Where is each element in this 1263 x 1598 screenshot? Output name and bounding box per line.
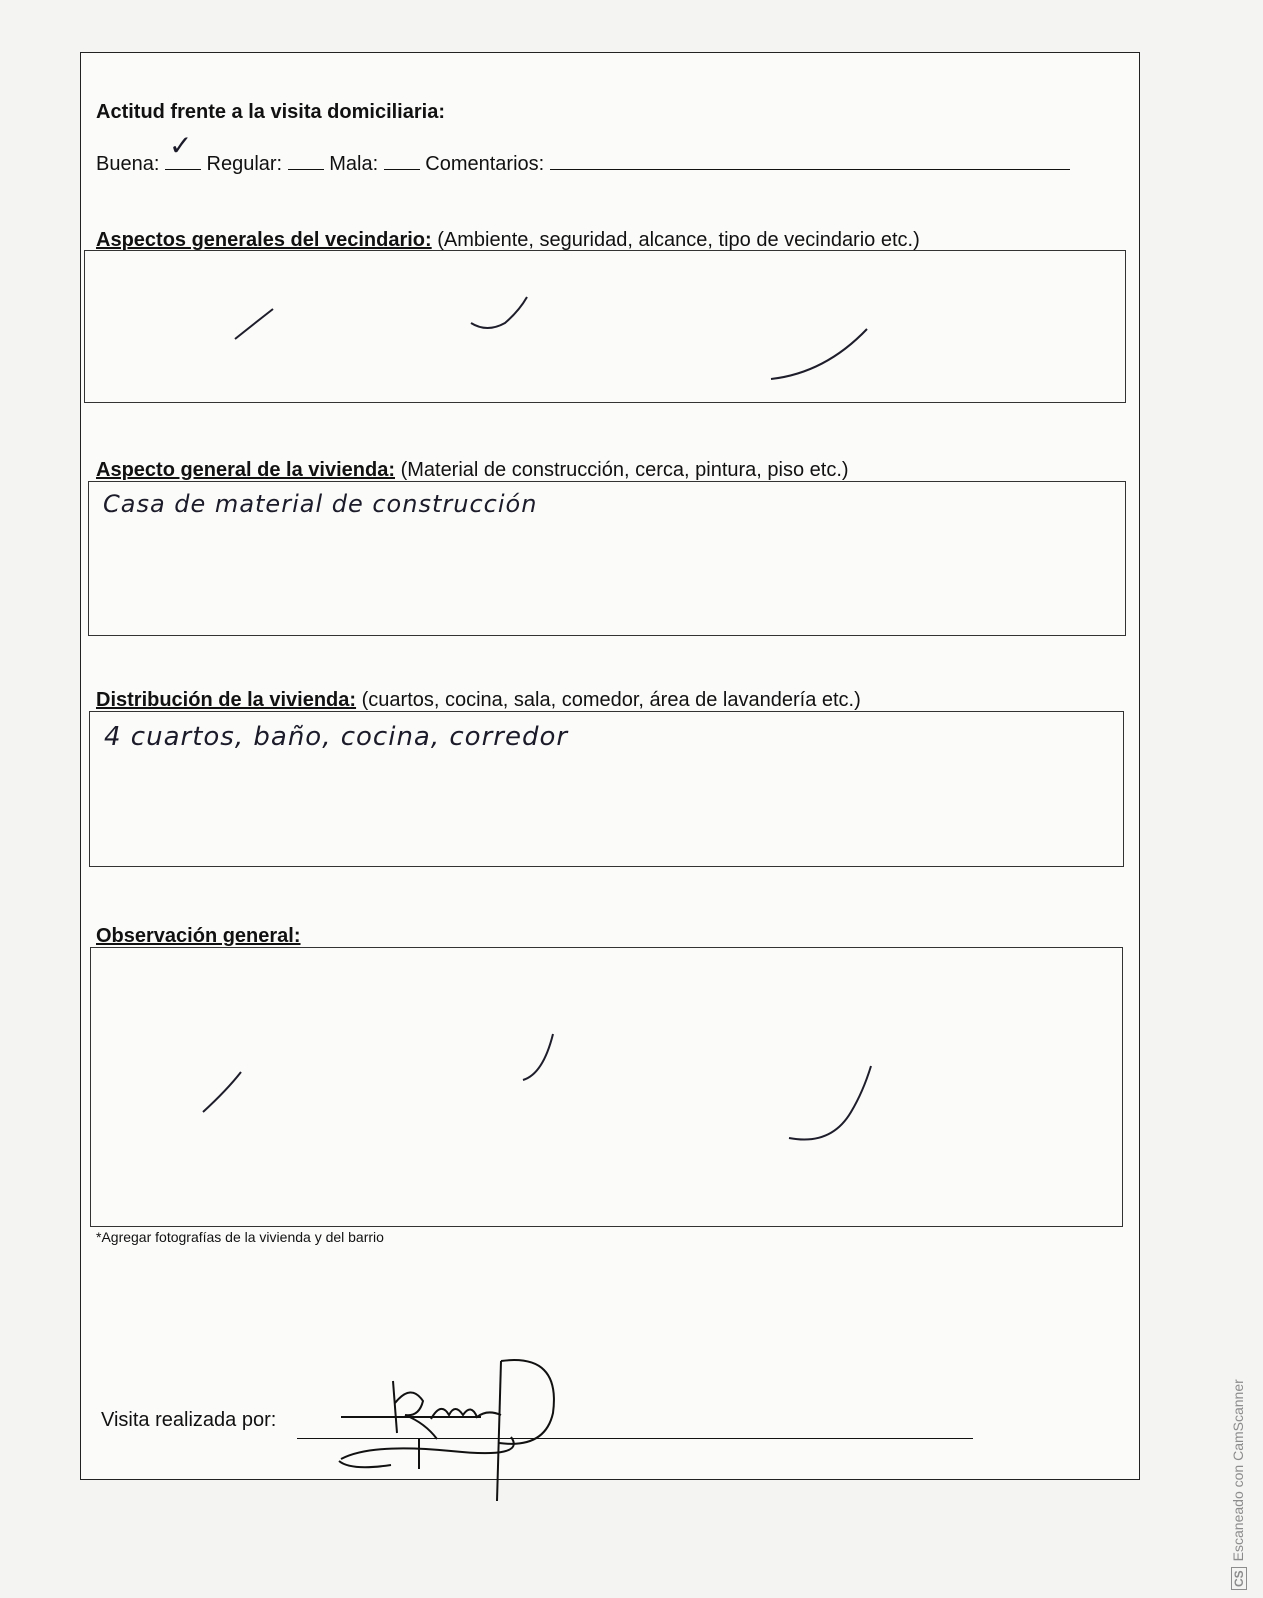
- camscanner-text: Escaneado con CamScanner: [1230, 1379, 1246, 1562]
- observation-title: Observación general:: [96, 925, 301, 947]
- housing-hint: (Material de construcción, cerca, pintura, piso etc.): [400, 459, 849, 481]
- observation-box[interactable]: [90, 947, 1123, 1227]
- distribution-box[interactable]: [89, 711, 1124, 867]
- footnote: *Agregar fotografías de la vivienda y del barrio: [96, 1229, 384, 1245]
- housing-heading: [96, 459, 849, 482]
- distribution-title: Distribución de la vivienda:: [96, 689, 357, 711]
- neighborhood-heading: [96, 229, 920, 252]
- regular-label: Regular:: [206, 153, 283, 175]
- distribution-answer: 4 cuartos, baño, cocina, corredor: [104, 722, 569, 752]
- attitude-row: [96, 129, 1070, 176]
- signature-label: Visita realizada por:: [101, 1409, 277, 1431]
- camscanner-watermark: [1230, 1379, 1247, 1590]
- neighborhood-hint: (Ambiente, seguridad, alcance, tipo de vecindario etc.): [437, 229, 920, 251]
- neighborhood-title: Aspectos generales del vecindario:: [96, 229, 432, 251]
- housing-answer: Casa de material de construcción: [103, 490, 538, 518]
- buena-blank[interactable]: [165, 129, 201, 170]
- signature-drawing: [331, 1353, 591, 1513]
- camscanner-icon: CS: [1231, 1567, 1247, 1590]
- neighborhood-strokes: [85, 251, 1127, 404]
- buena-check-mark: ✓: [168, 129, 194, 162]
- mala-label: Mala:: [329, 153, 379, 175]
- regular-blank[interactable]: [288, 153, 324, 170]
- observation-strokes: [91, 948, 1124, 1228]
- neighborhood-box[interactable]: [84, 250, 1126, 403]
- distribution-heading: [96, 689, 861, 712]
- distribution-hint: (cuartos, cocina, sala, comedor, área de lavandería etc.): [361, 689, 861, 711]
- attitude-heading: Actitud frente a la visita domiciliaria:: [96, 101, 445, 123]
- observation-heading: [96, 925, 301, 948]
- comentarios-label: Comentarios:: [425, 153, 545, 175]
- housing-box[interactable]: [88, 481, 1126, 636]
- housing-title: Aspecto general de la vivienda:: [96, 459, 395, 481]
- buena-label: Buena:: [96, 153, 160, 175]
- comentarios-blank[interactable]: [550, 153, 1070, 170]
- home-visit-form: [80, 52, 1140, 1480]
- mala-blank[interactable]: [384, 153, 420, 170]
